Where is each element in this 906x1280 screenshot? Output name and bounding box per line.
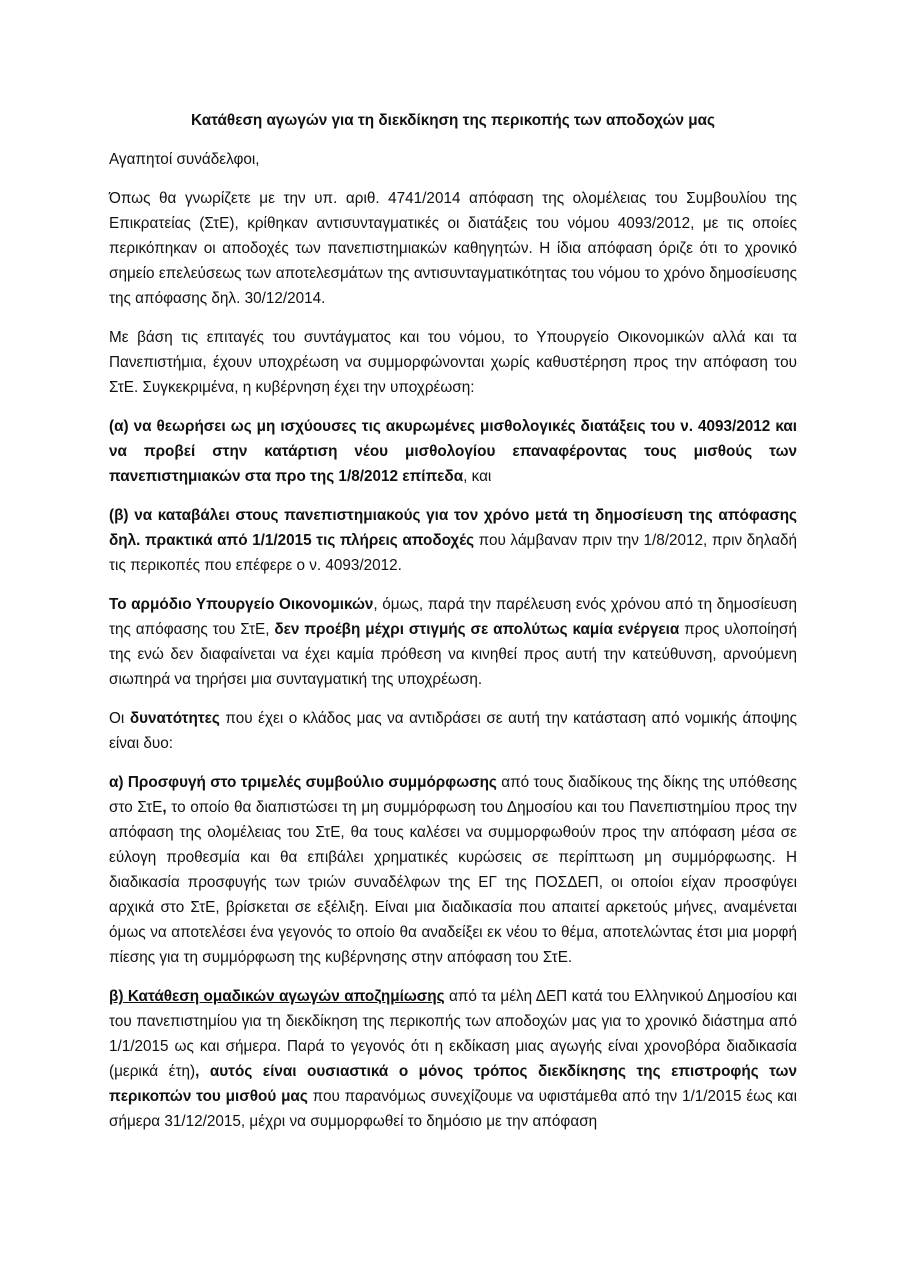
option-a-text-1: από τους διαδίκους της δίκης της υπόθεσης στο ΣτΕ bbox=[109, 774, 797, 816]
paragraph-ministry-inaction bbox=[109, 592, 797, 692]
paragraph-obligations-intro: Με βάση τις επιταγές του συντάγματος και του νόμου, το Υπουργείο Οικονομικών αλλά και τα Πανεπιστήμια, έχουν υποχρέωση να συμμορφώνονται χωρίς καθυστέρηση προς την απόφαση του ΣτΕ. Συγκεκριμένα, η κυβέρνηση έχει την υποχρέωση: bbox=[109, 329, 797, 396]
option-a-comma: , bbox=[162, 799, 167, 816]
option-b-bold: , αυτός είναι ουσιαστικά ο μόνος τρόπος διεκδίκησης της επιστροφής των περικοπών του μισθού μας bbox=[109, 1063, 797, 1105]
paragraph-option-b bbox=[109, 984, 797, 1134]
options-bold: δυνατότητες bbox=[129, 710, 220, 727]
paragraph-options-intro bbox=[109, 706, 797, 756]
option-a-text-2: το οποίο θα διαπιστώσει τη μη συμμόρφωση του Δημοσίου και του Πανεπιστημίου προς την απόφαση της ολομέλειας του ΣτΕ, θα τους καλέσει να συμμορφωθούν προς την απόφαση μέσα σε εύλογη προθεσμία και θα επιβάλει χρηματικές κυρώσεις σε περίπτωση μη συμμόρφωσης. Η διαδικασία προσφυγής των τριών συναδέλφων της ΕΓ της ΠΟΣΔΕΠ, οι οποίοι είχαν προσφύγει αρχικά στο ΣτΕ, βρίσκεται σε εξέλιξη. Είναι μια διαδικασία που απαιτεί αρκετούς μήνες, αναμένεται όμως να αποτελέσει ένα γεγονός το οποίο θα αναδείξει εκ νέου το θέμα, αποτελώντας έτσι μια μορφή πίεσης για τη συμμόρφωση της κυβέρνησης στην απόφαση του ΣτΕ. bbox=[109, 799, 797, 966]
paragraph-option-a bbox=[109, 770, 797, 970]
obligation-b-text: που λάμβαναν πριν την 1/8/2012, πριν δηλαδή τις περικοπές που επέφερε ο ν. 4093/2012. bbox=[109, 532, 797, 574]
greeting: Αγαπητοί συνάδελφοι, bbox=[109, 151, 260, 168]
paragraph-obligation-b bbox=[109, 503, 797, 578]
ministry-bold: Το αρμόδιο Υπουργείο Οικονομικών bbox=[109, 596, 374, 613]
no-action-bold: δεν προέβη μέχρι στιγμής σε απολύτως καμία ενέργεια bbox=[274, 621, 680, 638]
document-body bbox=[109, 108, 797, 1148]
option-b-text-2: που παρανόμως συνεχίζουμε να υφιστάμεθα από την 1/1/2015 έως και σήμερα 31/12/2015, μέχρι να συμμορφωθεί το δημόσιο με την απόφαση bbox=[109, 1088, 798, 1130]
option-a-heading: α) Προσφυγή στο τριμελές συμβούλιο συμμόρφωσης bbox=[109, 774, 497, 791]
paragraph-ste-decision: Όπως θα γνωρίζετε με την υπ. αριθ. 4741/2014 απόφαση της ολομέλειας του Συμβουλίου της Επικρατείας (ΣτΕ), κρίθηκαν αντισυνταγματικές οι διατάξεις του νόμου 4093/2012, με τις οποίες περικόπηκαν οι αποδοχές των πανεπιστημιακών καθηγητών. Η ίδια απόφαση όριζε ότι το χρονικό σημείο επελεύσεως των αποτελεσμάτων της αντισυνταγματικότητας του νόμου το χρόνο δημοσίευσης της απόφασης δηλ. 30/12/2014. bbox=[109, 190, 797, 307]
obligation-a-bold: (α) να θεωρήσει ως μη ισχύουσες τις ακυρωμένες μισθολογικές διατάξεις του ν. 4093/2012 και να προβεί στην κατάρτιση νέου μισθολογίου επαναφέροντας τους μισθούς των πανεπιστημιακών στα προ της 1/8/2012 επίπεδα bbox=[109, 418, 797, 485]
option-b-heading: β) Κατάθεση ομαδικών αγωγών αποζημίωσης bbox=[109, 988, 445, 1005]
option-b-text-1: από τα μέλη ΔΕΠ κατά του Ελληνικού Δημοσίου και του πανεπιστημίου για τη διεκδίκηση της περικοπής των αποδοχών μας για το χρονικό διάστημα από 1/1/2015 ως και σήμερα. Παρά το γεγονός ότι η εκδίκαση μιας αγωγής είναι χρονοβόρα διαδικασία (μερικά έτη) bbox=[109, 988, 798, 1080]
options-text-2: που έχει ο κλάδος μας να αντιδράσει σε αυτή την κατάσταση από νομικής άποψης είναι δυο: bbox=[109, 710, 797, 752]
document-title: Κατάθεση αγωγών για τη διεκδίκηση της περικοπής των αποδοχών μας bbox=[191, 112, 715, 129]
obligation-a-text: , και bbox=[463, 468, 492, 485]
ministry-text-2: προς υλοποίησή της ενώ δεν διαφαίνεται να έχει καμία πρόθεση να κινηθεί προς αυτή την κατεύθυνση, αρνούμενη σιωπηρά να τηρήσει μια συνταγματική της υποχρέωση. bbox=[109, 621, 797, 688]
ministry-text-1: , όμως, παρά την παρέλευση ενός χρόνου από τη δημοσίευση της απόφασης του ΣτΕ, bbox=[109, 596, 797, 638]
options-text-1: Οι bbox=[109, 710, 130, 727]
paragraph-obligation-a bbox=[109, 414, 797, 489]
obligation-b-bold: (β) να καταβάλει στους πανεπιστημιακούς για τον χρόνο μετά τη δημοσίευση της απόφασης δηλ. πρακτικά από 1/1/2015 τις πλήρεις αποδοχές bbox=[109, 507, 797, 549]
